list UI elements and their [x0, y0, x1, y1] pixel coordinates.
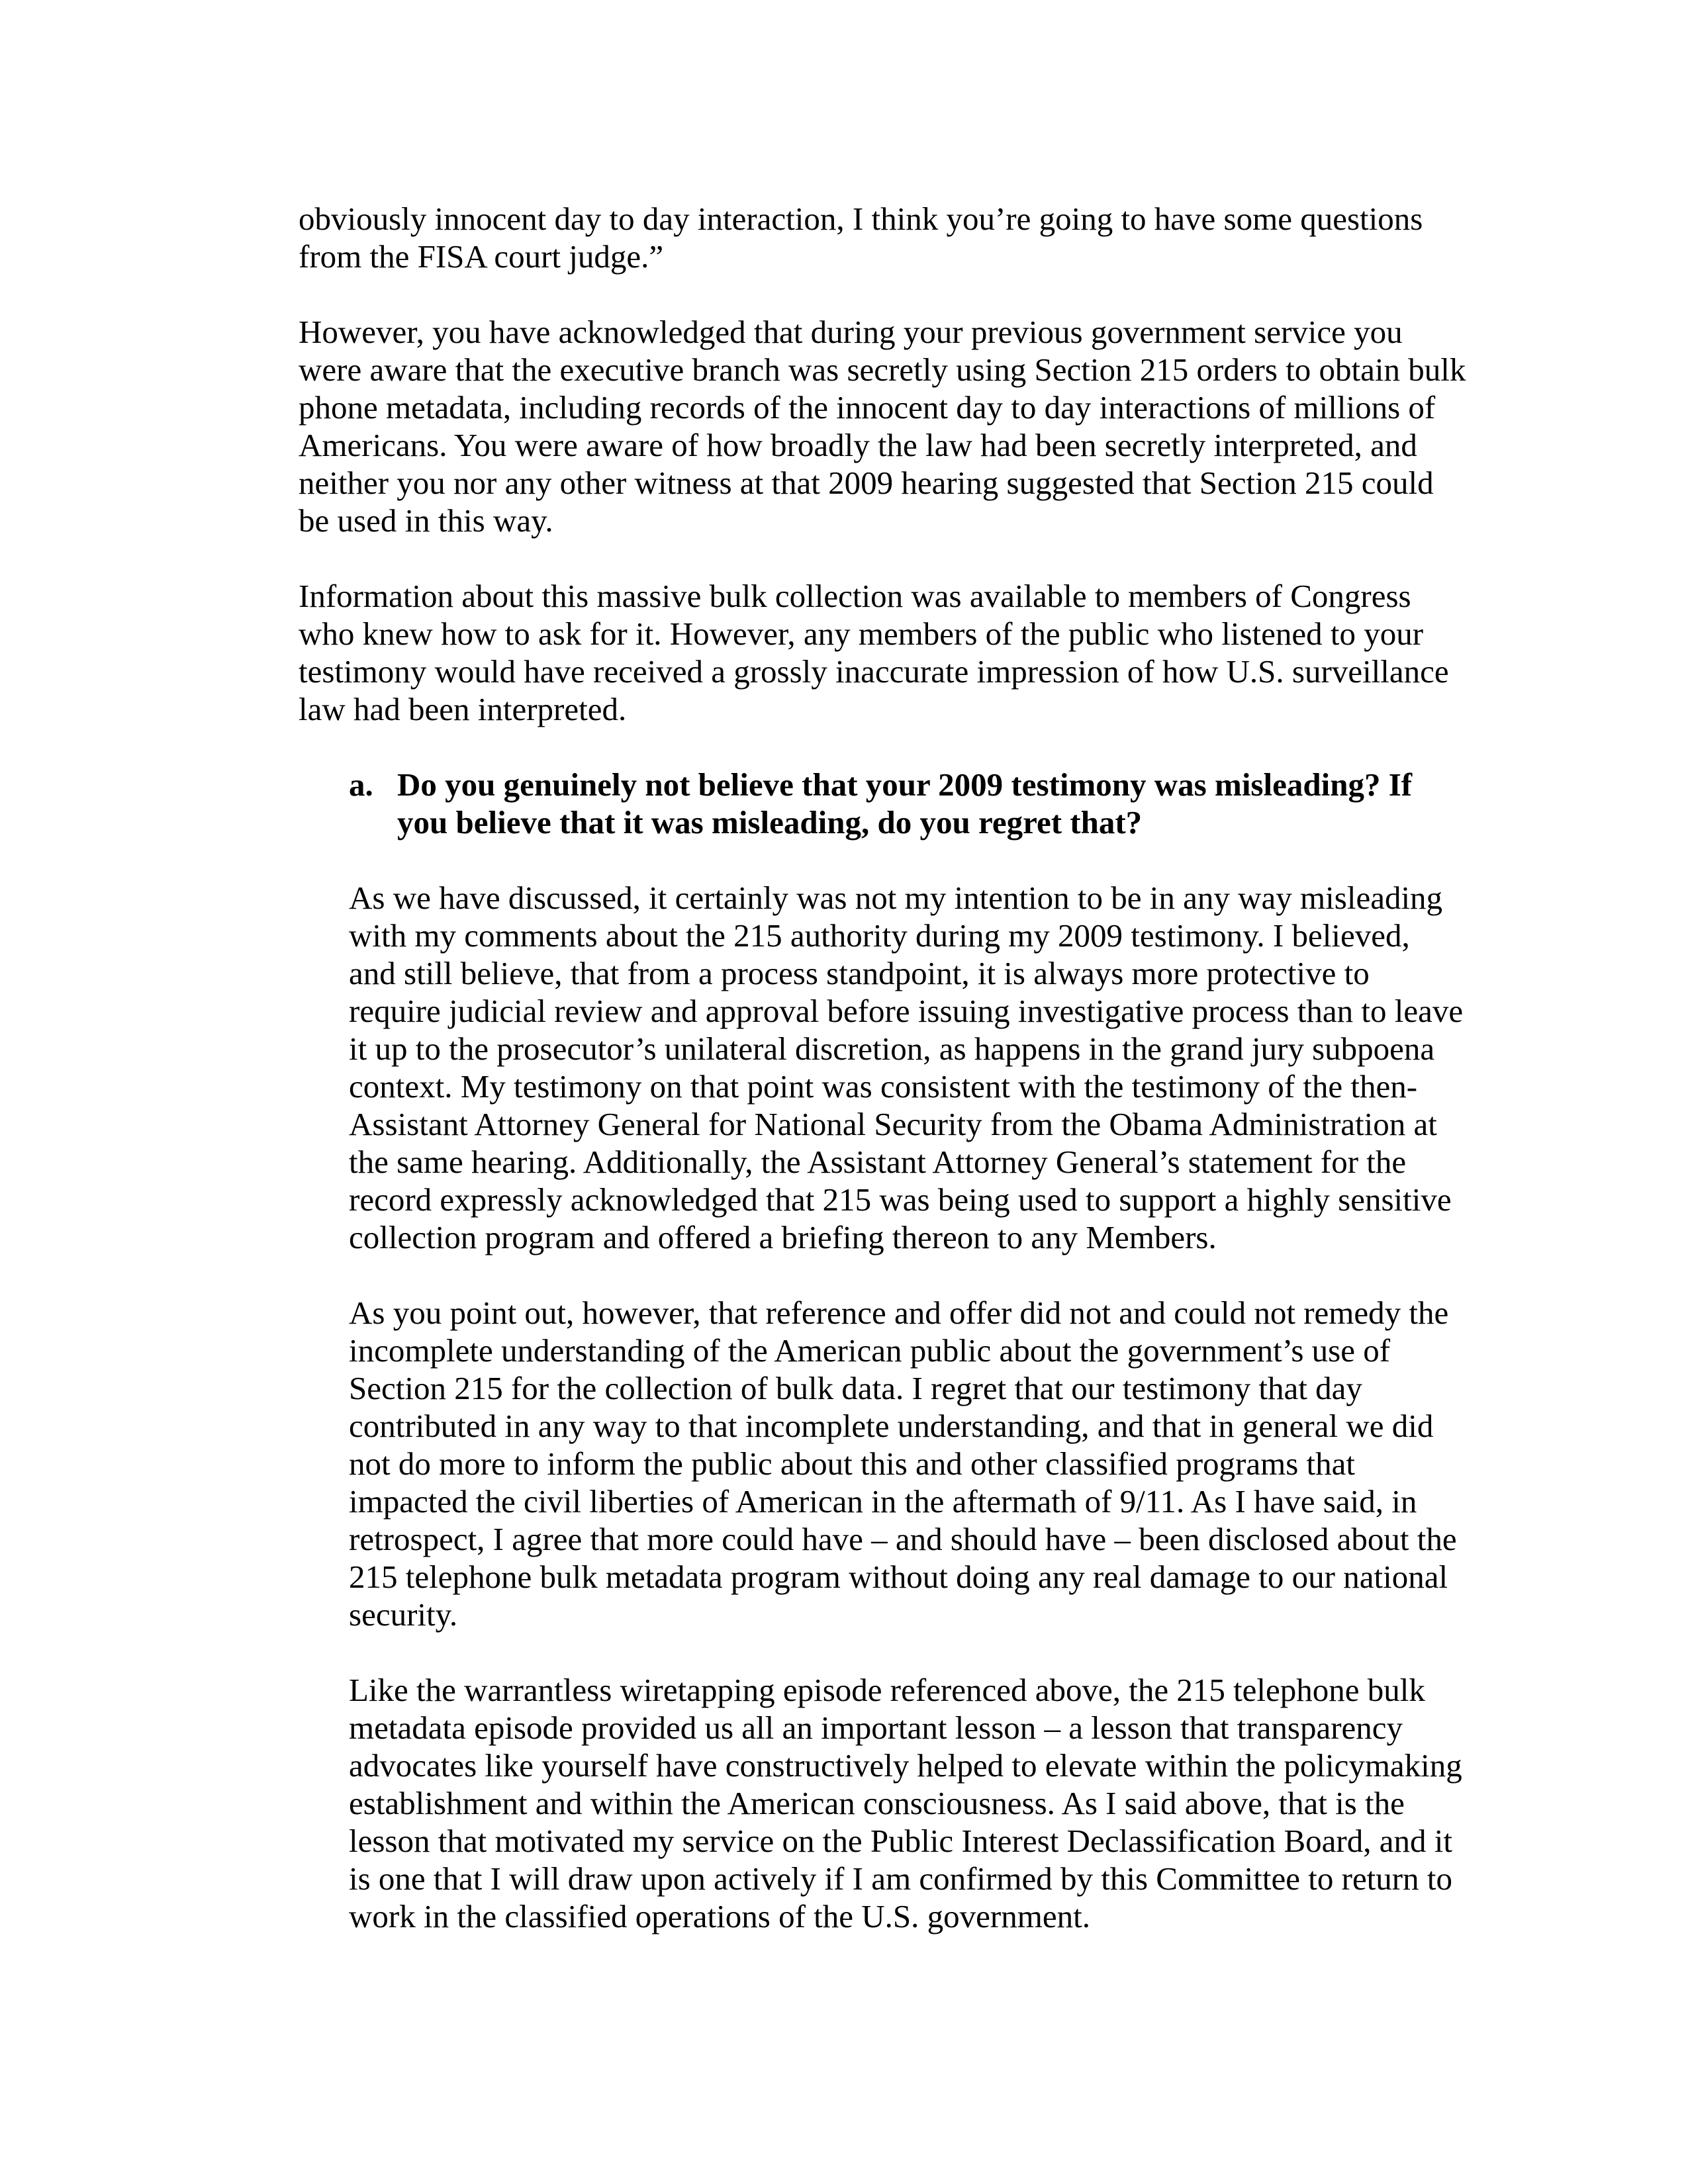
text-line: advocates like yourself have constructively helped to elevate within the policymaking — [349, 1747, 1462, 1784]
text-line: law had been interpreted. — [299, 691, 627, 727]
text-line: establishment and within the American consciousness. As I said above, that is the — [349, 1785, 1405, 1821]
text-line: and still believe, that from a process standpoint, it is always more protective to — [349, 955, 1370, 991]
text-line: from the FISA court judge.” — [299, 238, 664, 275]
text-line: neither you nor any other witness at that 2009 hearing suggested that Section 215 could — [299, 465, 1434, 501]
text-line: collection program and offered a briefing thereon to any Members. — [349, 1219, 1217, 1255]
text-line: the same hearing. Additionally, the Assistant Attorney General’s statement for the — [349, 1144, 1407, 1180]
text-line: obviously innocent day to day interaction, I think you’re going to have some questions — [299, 201, 1423, 237]
text-line: Assistant Attorney General for National Security from the Obama Administration at — [349, 1106, 1437, 1142]
text-line: context. My testimony on that point was consistent with the testimony of the then- — [349, 1068, 1418, 1105]
body-paragraph — [0, 313, 1688, 539]
question-line: Do you genuinely not believe that your 2009 testimony was misleading? If — [397, 766, 1413, 803]
text-line: be used in this way. — [299, 502, 553, 539]
text-line: who knew how to ask for it. However, any members of the public who listened to your — [299, 615, 1424, 652]
answer-paragraph — [0, 879, 1688, 1256]
text-line: require judicial review and approval before issuing investigative process than to leave — [349, 993, 1464, 1029]
text-line: work in the classified operations of the U.S. government. — [349, 1898, 1090, 1934]
question-line: you believe that it was misleading, do you regret that? — [397, 804, 1143, 841]
answer-section — [0, 879, 1688, 1935]
text-line: security. — [349, 1596, 458, 1633]
text-line: phone metadata, including records of the innocent day to day interactions of millions of — [299, 389, 1436, 426]
text-line: record expressly acknowledged that 215 was being used to support a highly sensitive — [349, 1181, 1452, 1218]
text-line: testimony would have received a grossly inaccurate impression of how U.S. surveillance — [299, 653, 1449, 690]
text-line: incomplete understanding of the American public about the government’s use of — [349, 1332, 1391, 1369]
text-line: lesson that motivated my service on the Public Interest Declassification Board, and it — [349, 1823, 1452, 1859]
text-line: not do more to inform the public about this and other classified programs that — [349, 1445, 1356, 1482]
question-a — [0, 766, 1688, 841]
text-line: As we have discussed, it certainly was not my intention to be in any way misleading — [349, 880, 1443, 916]
text-line: As you point out, however, that reference and offer did not and could not remedy the — [349, 1295, 1449, 1331]
body-paragraph — [0, 200, 1688, 275]
text-line: impacted the civil liberties of American in the aftermath of 9/11. As I have said, in — [349, 1483, 1417, 1520]
intro-section — [0, 200, 1688, 728]
text-line: Americans. You were aware of how broadly the law had been secretly interpreted, and — [299, 427, 1417, 463]
body-paragraph — [0, 577, 1688, 728]
text-line: 215 telephone bulk metadata program without doing any real damage to our national — [349, 1559, 1448, 1595]
text-line: retrospect, I agree that more could have – and should have – been disclosed about the — [349, 1521, 1457, 1557]
answer-paragraph — [0, 1294, 1688, 1633]
text-line: Like the warrantless wiretapping episode referenced above, the 215 telephone bulk — [349, 1672, 1425, 1708]
text-line: contributed in any way to that incomplete understanding, and that in general we did — [349, 1408, 1434, 1444]
text-line: it up to the prosecutor’s unilateral discretion, as happens in the grand jury subpoena — [349, 1030, 1435, 1067]
text-line: metadata episode provided us all an important lesson – a lesson that transparency — [349, 1709, 1403, 1746]
text-line: were aware that the executive branch was secretly using Section 215 orders to obtain bulk — [299, 351, 1466, 388]
question-text — [0, 766, 1688, 841]
text-line: Section 215 for the collection of bulk data. I regret that our testimony that day — [349, 1370, 1362, 1406]
answer-paragraph — [0, 1671, 1688, 1935]
text-line: with my comments about the 215 authority during my 2009 testimony. I believed, — [349, 917, 1410, 954]
document-page — [0, 200, 1688, 1973]
text-line: is one that I will draw upon actively if I am confirmed by this Committee to return to — [349, 1860, 1452, 1897]
text-line: Information about this massive bulk collection was available to members of Congress — [299, 578, 1411, 614]
text-line: However, you have acknowledged that during your previous government service you — [299, 314, 1403, 350]
question-marker: a. — [349, 766, 373, 803]
